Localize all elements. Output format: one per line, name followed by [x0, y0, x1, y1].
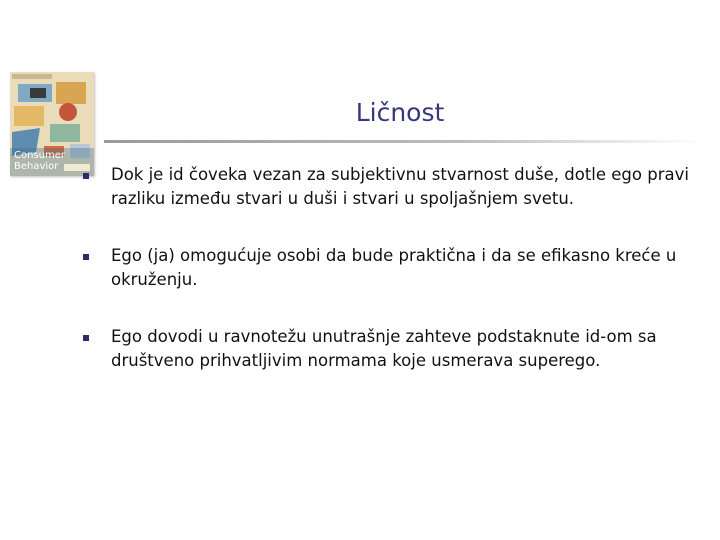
book-cover-image: [10, 72, 94, 176]
title-divider: [104, 140, 704, 143]
bullet-square-icon: [83, 335, 89, 341]
bullet-square-icon: [83, 254, 89, 260]
svg-text:Consumer: Consumer: [14, 150, 65, 161]
list-item: [80, 325, 700, 373]
bullet-text: Ego (ja) omogućuje osobi da bude praktična i da se efikasno kreće u okruženju.: [111, 246, 677, 289]
bullet-text: Dok je id čoveka vezan za subjektivnu stvarnost duše, dotle ego pravi razliku između stvari u duši i stvari u spoljašnjem svetu.: [111, 165, 689, 208]
bullet-list: [80, 163, 700, 406]
bullet-text: Ego dovodi u ravnotežu unutrašnje zahteve podstaknute id-om sa društveno prihvatljivim normama koje usmerava superego.: [111, 327, 657, 370]
list-item: [80, 244, 700, 292]
list-item: [80, 163, 700, 211]
svg-text:Behavior: Behavior: [14, 161, 59, 172]
bullet-square-icon: [83, 173, 89, 179]
slide-title: Ličnost: [355, 98, 445, 127]
